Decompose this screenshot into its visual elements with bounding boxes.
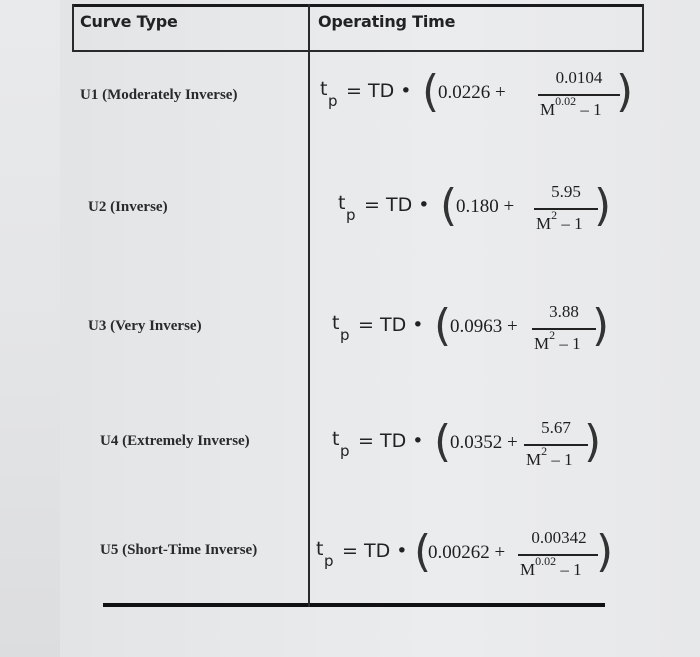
paren-open: ( (440, 180, 458, 231)
fraction-bar (538, 94, 620, 96)
formula-numerator: 0.00342 (531, 528, 587, 547)
formula-denominator: $M^{0.02} - 1$ (540, 94, 602, 119)
header-bottom-rule (72, 50, 644, 52)
formula-u3 (330, 300, 620, 360)
formula-constant: 0.0352 + (450, 432, 518, 453)
formula-u5 (314, 526, 634, 586)
fraction-bar (532, 328, 596, 330)
table-bottom-rule (103, 603, 605, 607)
paren-open: ( (434, 416, 452, 467)
formula-u1 (318, 66, 638, 126)
formula-numerator: 5.67 (541, 418, 571, 437)
formula-lhs: t p (338, 192, 356, 224)
formula-lhs: t p (316, 538, 334, 570)
formula-eq: = TD • (358, 314, 424, 336)
formula-eq: = TD • (364, 194, 430, 216)
paren-close: ) (594, 180, 612, 231)
formula-eq: = TD • (346, 80, 412, 102)
formula-u4 (330, 416, 620, 476)
paren-open: ( (422, 66, 440, 117)
formula-lhs: t p (320, 78, 338, 110)
formula-constant: 0.180 + (456, 196, 515, 217)
formula-u2 (336, 180, 626, 240)
formula-numerator: 3.88 (549, 302, 579, 321)
fraction-bar (534, 208, 598, 210)
formula-denominator: $M^2 - 1$ (536, 208, 583, 233)
header-operating-time: Operating Time (318, 12, 456, 31)
fraction-bar (518, 554, 598, 556)
paren-open: ( (414, 526, 432, 577)
formula-eq: = TD • (358, 430, 424, 452)
paren-open: ( (434, 300, 452, 351)
formula-numerator: 5.95 (551, 182, 581, 201)
header-right-border (642, 4, 644, 52)
formula-lhs: t p (332, 312, 350, 344)
row-label-u5: U5 (Short-Time Inverse) (100, 542, 258, 558)
fraction-bar (524, 444, 588, 446)
formula-constant: 0.0963 + (450, 316, 518, 337)
formula-constant: 0.00262 + (428, 542, 506, 563)
header-left-border (72, 4, 74, 52)
row-label-u3: U3 (Very Inverse) (88, 318, 202, 334)
row-label-u2: U2 (Inverse) (88, 199, 168, 215)
row-label-u1: U1 (Moderately Inverse) (80, 87, 238, 103)
column-divider (308, 4, 310, 607)
paren-close: ) (616, 66, 634, 117)
formula-denominator: $M^2 - 1$ (526, 444, 573, 469)
paren-close: ) (596, 526, 614, 577)
formula-numerator: 0.0104 (555, 68, 603, 87)
formula-denominator: $M^2 - 1$ (534, 328, 581, 353)
row-label-u4: U4 (Extremely Inverse) (100, 433, 250, 449)
table-top-rule (72, 4, 644, 7)
paren-close: ) (584, 416, 602, 467)
paren-close: ) (592, 300, 610, 351)
formula-denominator: $M^{0.02} - 1$ (520, 554, 582, 579)
header-curve-type: Curve Type (80, 12, 178, 31)
formula-lhs: t p (332, 428, 350, 460)
formula-constant: 0.0226 + (438, 82, 506, 103)
formula-eq: = TD • (342, 540, 408, 562)
